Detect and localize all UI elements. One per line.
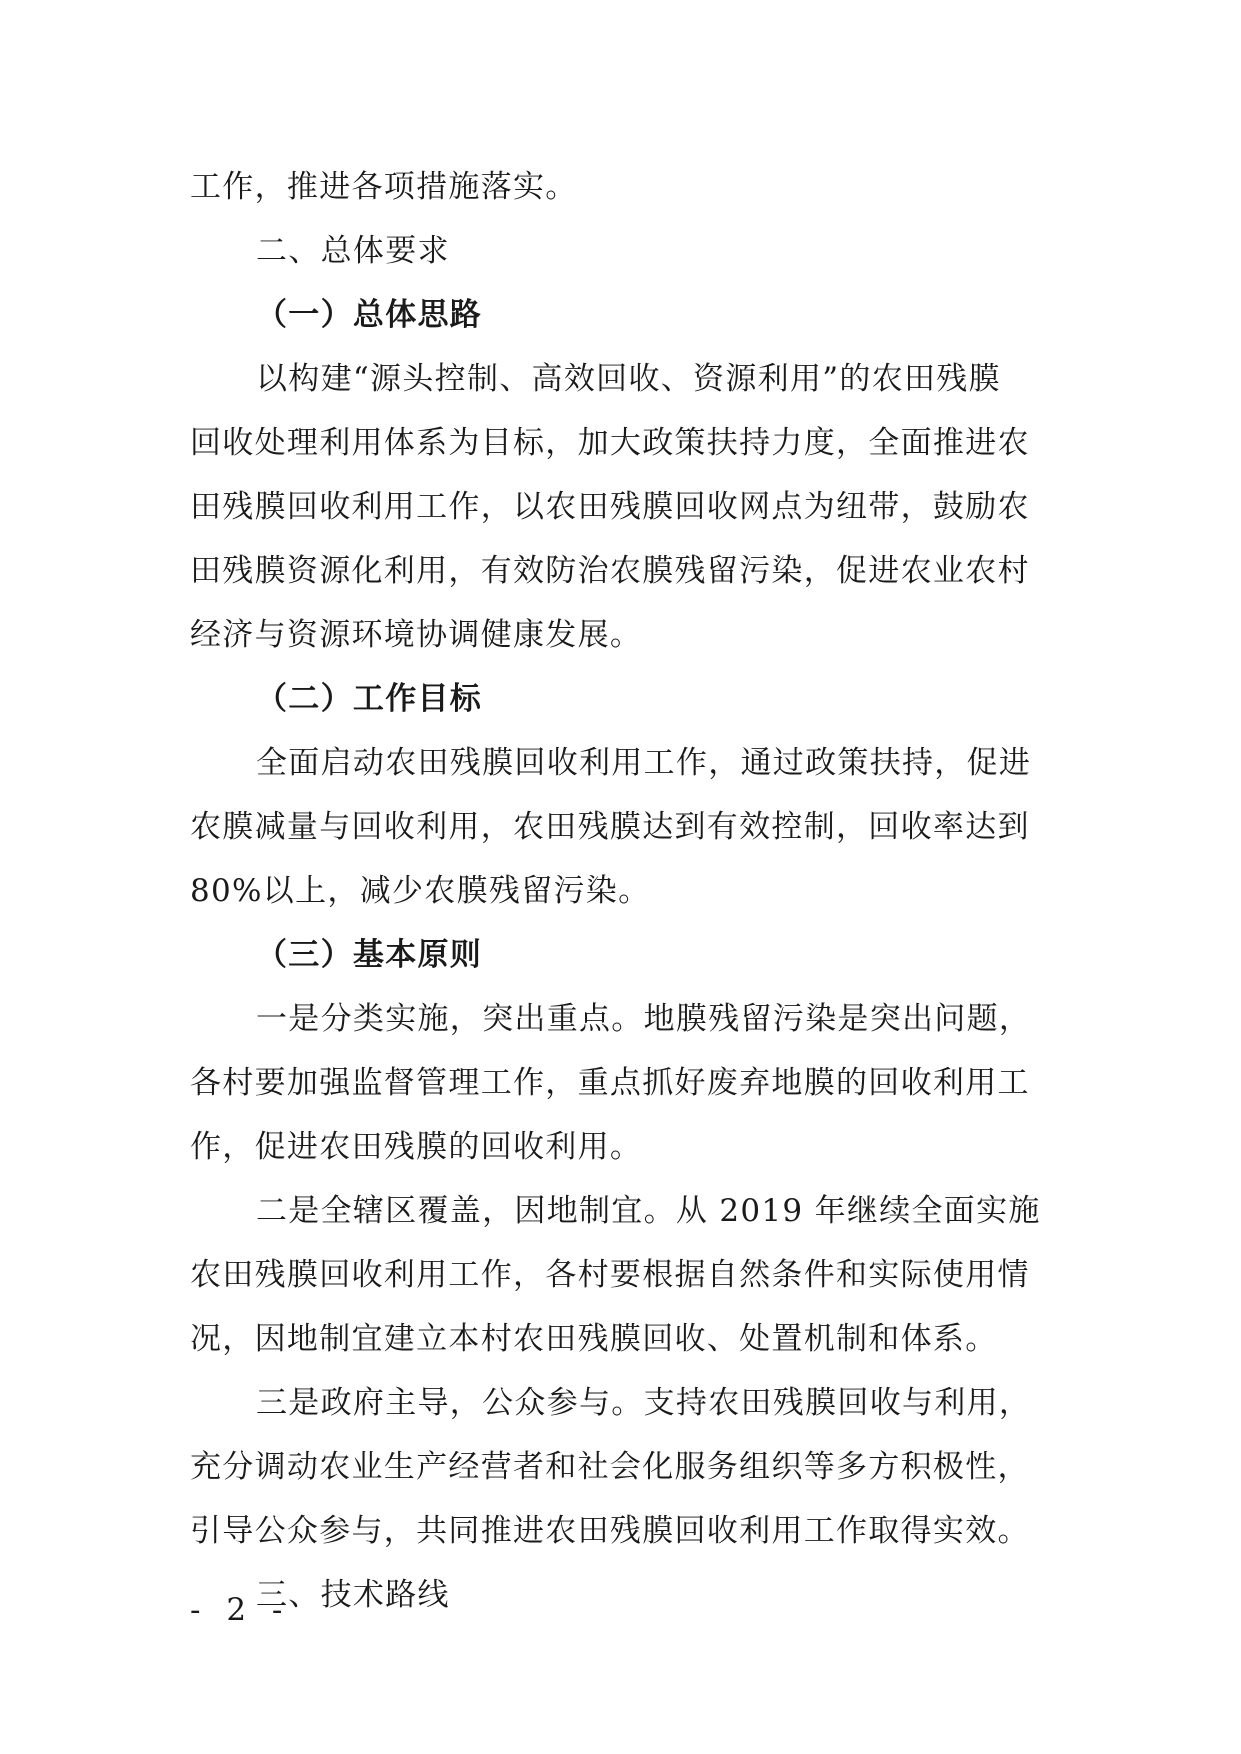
paragraph-line: 田残膜回收利用工作，以农田残膜回收网点为纽带，鼓励农 (190, 489, 1030, 525)
paragraph-line: 二是全辖区覆盖，因地制宜。从 2019 年继续全面实施 (256, 1193, 1041, 1229)
paragraph-line: 田残膜资源化利用，有效防治农膜残留污染，促进农业农村 (190, 553, 1030, 589)
page-number: - 2 - (190, 1592, 291, 1628)
paragraph-line: 80%以上，减少农膜残留污染。 (190, 873, 651, 909)
paragraph-line: 农膜减量与回收利用，农田残膜达到有效控制，回收率达到 (190, 809, 1030, 845)
paragraph-line: 一是分类实施，突出重点。地膜残留污染是突出问题， (256, 1001, 1032, 1037)
subheading-work-goals: （二）工作目标 (256, 681, 483, 717)
document-body (190, 155, 1055, 1627)
paragraph-line: 各村要加强监督管理工作，重点抓好废弃地膜的回收利用工 (190, 1065, 1030, 1101)
paragraph-line: 全面启动农田残膜回收利用工作，通过政策扶持，促进 (256, 745, 1032, 781)
paragraph-line: 引导公众参与，共同推进农田残膜回收利用工作取得实效。 (190, 1513, 1030, 1549)
paragraph-line: 回收处理利用体系为目标，加大政策扶持力度，全面推进农 (190, 425, 1030, 461)
subheading-basic-principles: （三）基本原则 (256, 937, 483, 973)
section-heading-technical-route: 三、技术路线 (256, 1577, 450, 1613)
paragraph-line: 况，因地制宜建立本村农田残膜回收、处置机制和体系。 (190, 1321, 998, 1357)
section-heading-overall-requirements: 二、总体要求 (256, 233, 450, 269)
continued-line: 工作，推进各项措施落实。 (190, 169, 578, 205)
paragraph-line: 作，促进农田残膜的回收利用。 (190, 1129, 643, 1165)
paragraph-line: 以构建“源头控制、高效回收、资源利用”的农田残膜 (256, 361, 1001, 397)
paragraph-line: 充分调动农业生产经营者和社会化服务组织等多方积极性， (190, 1449, 1030, 1485)
paragraph-line: 农田残膜回收利用工作，各村要根据自然条件和实际使用情 (190, 1257, 1030, 1293)
paragraph-line: 经济与资源环境协调健康发展。 (190, 617, 643, 653)
subheading-overall-approach: （一）总体思路 (256, 297, 483, 333)
paragraph-line: 三是政府主导，公众参与。支持农田残膜回收与利用， (256, 1385, 1032, 1421)
